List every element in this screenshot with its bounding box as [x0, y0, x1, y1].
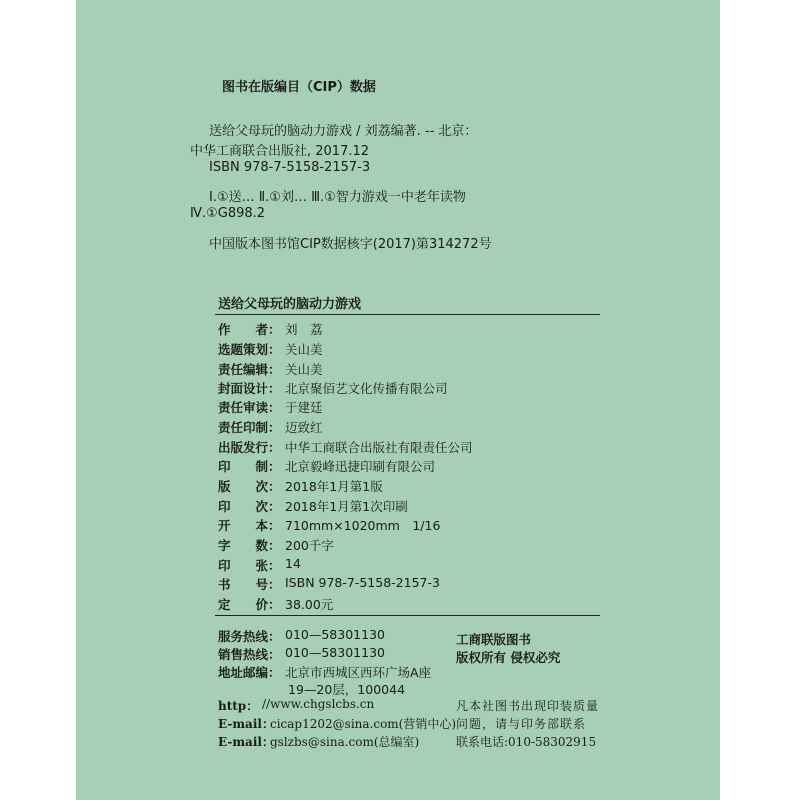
email-link-1[interactable]: cicap1202@sina.com(营销中心)	[270, 717, 457, 731]
cip-line-4: Ⅰ.①送… Ⅱ.①刘… Ⅲ.①智力游戏一中老年读物	[209, 190, 466, 205]
detail-label: 书 号：	[218, 577, 281, 592]
service-hotline-label: 服务热线：	[218, 629, 281, 644]
detail-value: 关山美	[285, 362, 323, 377]
divider-bottom	[215, 615, 600, 616]
detail-label: 字 数：	[218, 538, 281, 553]
service-hotline-value: 010—58301130	[285, 627, 385, 642]
detail-value: 38.00元	[285, 597, 334, 612]
detail-value: 关山美	[285, 342, 323, 357]
cip-line-6: 中国版本图书馆CIP数据核字(2017)第314272号	[209, 237, 492, 252]
sales-hotline-label: 销售热线：	[218, 647, 281, 662]
cip-line-1: 送给父母玩的脑动力游戏 / 刘荔编著. -- 北京：	[209, 124, 478, 139]
detail-value: 北京聚佰艺文化传播有限公司	[285, 381, 448, 396]
detail-label: 版 次：	[218, 479, 281, 494]
detail-label: 作 者：	[218, 322, 281, 337]
detail-value: 2018年1月第1次印刷	[285, 499, 408, 514]
detail-value: 北京毅峰迅捷印刷有限公司	[285, 459, 436, 474]
detail-value: 刘 荔	[285, 322, 323, 337]
address-label: 地址邮编：	[218, 665, 281, 680]
detail-label: 印 张：	[218, 558, 281, 573]
detail-label: 开 本：	[218, 518, 281, 533]
quality-notice-line-1: 凡本社图书出现印装质量	[456, 699, 600, 713]
contact-phone: 联系电话:010-58302915	[456, 735, 597, 749]
rights-notice: 版权所有 侵权必究	[456, 650, 561, 665]
detail-value: ISBN 978-7-5158-2157-3	[285, 575, 440, 590]
detail-label: 责任印制：	[218, 420, 281, 435]
address-line-1: 北京市西城区西环广场A座	[285, 665, 432, 680]
detail-value: 14	[285, 556, 301, 571]
detail-label: 封面设计：	[218, 381, 281, 396]
detail-label: 责任编辑：	[218, 362, 281, 377]
detail-label: 印 次：	[218, 499, 281, 514]
detail-value: 200千字	[285, 538, 334, 553]
book-title: 送给父母玩的脑动力游戏	[218, 297, 362, 312]
sales-hotline-value: 010—58301130	[285, 645, 385, 660]
detail-value: 迈致红	[285, 420, 323, 435]
cip-line-3: ISBN 978-7-5158-2157-3	[209, 160, 371, 175]
detail-value: 于建廷	[285, 400, 323, 415]
divider-top	[215, 314, 600, 315]
email-link-2[interactable]: gslzbs@sina.com(总编室)	[270, 735, 420, 749]
detail-value: 2018年1月第1版	[285, 479, 383, 494]
detail-value: 710mm×1020mm 1/16	[285, 518, 441, 533]
cip-heading: 图书在版编目（CIP）数据	[222, 80, 376, 95]
detail-label: 选题策划：	[218, 342, 281, 357]
detail-label: 印 制：	[218, 459, 281, 474]
publisher-brand: 工商联版图书	[456, 632, 532, 647]
website-link[interactable]: //www.chgslcbs.cn	[262, 697, 375, 711]
address-line-2: 19—20层，100044	[288, 682, 406, 697]
cip-line-5: Ⅳ.①G898.2	[190, 206, 266, 221]
email-label-1: E-mail：	[218, 717, 274, 731]
detail-value: 中华工商联合出版社有限责任公司	[285, 440, 473, 455]
detail-label: 定 价：	[218, 597, 281, 612]
cip-line-2: 中华工商联合出版社, 2017.12	[190, 144, 370, 159]
email-label-2: E-mail：	[218, 735, 274, 749]
detail-label: 责任审读：	[218, 400, 281, 415]
quality-notice-line-2: 问题，请与印务部联系	[456, 717, 587, 731]
http-label: http：	[218, 699, 259, 713]
detail-label: 出版发行：	[218, 440, 281, 455]
